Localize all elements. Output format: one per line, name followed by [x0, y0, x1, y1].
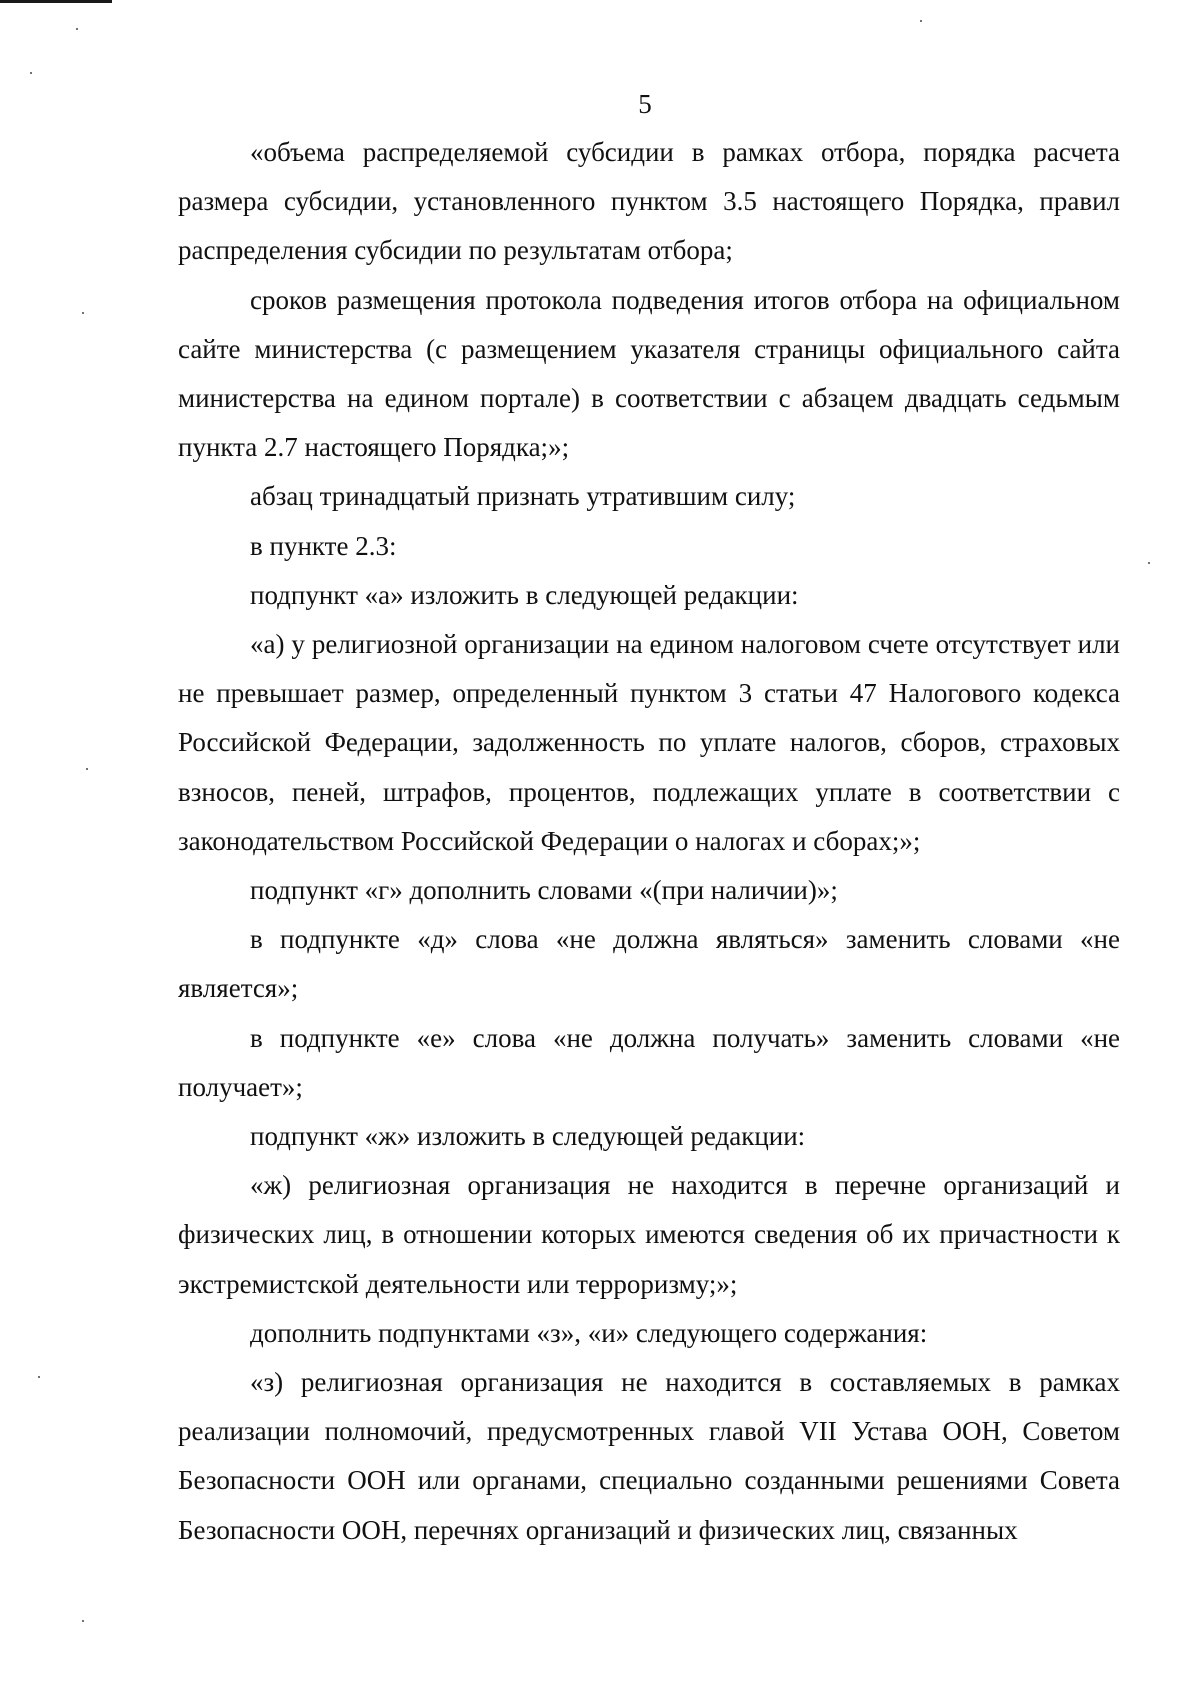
paragraph: «з) религиозная организация не находится в составляемых в рамках реализации полномочий, предусмотренных главой VII Устава ООН, Советом Безопасности ООН или органами, специально созданными решениями Совета Безопасности ООН, перечнях организаций и физических лиц, связанных	[178, 1367, 1120, 1545]
scan-speck	[76, 28, 78, 30]
paragraph: дополнить подпунктами «з», «и» следующего содержания:	[250, 1317, 928, 1348]
paragraph: в пункте 2.3:	[250, 530, 397, 561]
scan-speck	[1148, 562, 1150, 564]
scan-speck	[82, 1620, 84, 1622]
document-body	[178, 128, 1120, 1555]
scan-speck	[920, 20, 922, 22]
paragraph: в подпункте «д» слова «не должна являться» заменить словами «не является»;	[178, 924, 1120, 1004]
paragraph: абзац тринадцатый признать утратившим силу;	[250, 481, 796, 512]
paragraph: подпункт «г» дополнить словами «(при наличии)»;	[250, 875, 838, 906]
paragraph: подпункт «ж» изложить в следующей редакции:	[250, 1121, 806, 1152]
paragraph: сроков размещения протокола подведения итогов отбора на официальном сайте министерства (с размещением указателя страницы официального сайта министерства на едином портале) в соответствии с абзацем двадцать седьмым пункта 2.7 настоящего Порядка;»;	[178, 284, 1120, 463]
paragraph: «а) у религиозной организации на едином налоговом счете отсутствует или не превышает размер, определенный пунктом 3 статьи 47 Налогового кодекса Российской Федерации, задолженность по уплате налогов, сборов, страховых взносов, пеней, штрафов, процентов, подлежащих уплате в соответствии с законодательством Российской Федерации о налогах и сборах;»;	[178, 629, 1120, 856]
page-number: 5	[638, 89, 652, 119]
paragraph: подпункт «а» изложить в следующей редакции:	[250, 579, 799, 610]
scan-speck	[82, 312, 84, 314]
paragraph: в подпункте «е» слова «не должна получать» заменить словами «не получает»;	[178, 1022, 1120, 1102]
scan-speck	[86, 768, 88, 770]
paragraph: «объема распределяемой субсидии в рамках отбора, порядка расчета размера субсидии, установленного пунктом 3.5 настоящего Порядка, правил распределения субсидии по результатам отбора;	[178, 137, 1120, 266]
scan-edge-mark	[0, 0, 112, 3]
scan-speck	[30, 72, 32, 74]
scan-speck	[38, 1376, 40, 1378]
paragraph: «ж) религиозная организация не находится в перечне организаций и физических лиц, в отношении которых имеются сведения об их причастности к экстремистской деятельности или терроризму;»;	[178, 1170, 1120, 1299]
